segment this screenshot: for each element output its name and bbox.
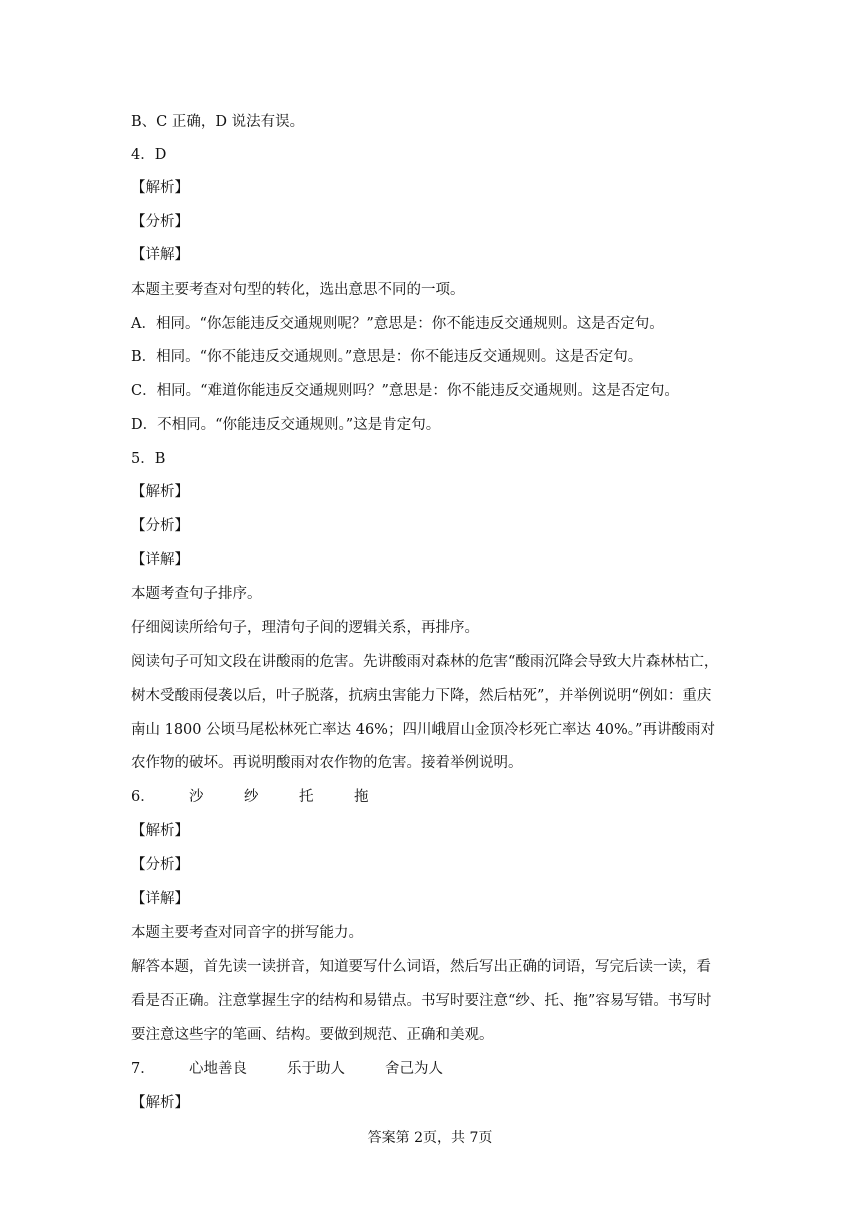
answer-blank: 沙 — [189, 789, 204, 805]
answer-row-6 — [131, 787, 731, 807]
answer-blank: 乐于助人 — [287, 1061, 345, 1077]
answer-blank: 心地善良 — [189, 1061, 247, 1077]
answer-blank: 舍己为人 — [385, 1061, 443, 1077]
text-line: 农作物的破坏。再说明酸雨对农作物的危害。接着举例说明。 — [131, 755, 523, 771]
option-a-line: A．相同。“你怎能违反交通规则呢？”意思是：你不能违反交通规则。这是否定句。 — [131, 316, 664, 332]
section-xiangjie: 【详解】 — [131, 552, 189, 568]
option-b-line: B．相同。“你不能违反交通规则。”意思是：你不能违反交通规则。这是否定句。 — [131, 349, 643, 365]
answer-blank: 纱 — [244, 789, 259, 805]
section-xiangjie: 【详解】 — [131, 891, 189, 907]
option-d-line: D．不相同。“你能违反交通规则。”这是肯定句。 — [131, 417, 441, 433]
text-line: 看是否正确。注意掌握生字的结构和易错点。书写时要注意“纱、托、拖”容易写错。书写时 — [131, 993, 712, 1009]
text-line: 仔细阅读所给句子，理清句子间的逻辑关系，再排序。 — [131, 620, 479, 636]
text-line: 本题考查句子排序。 — [131, 586, 262, 602]
text-line: 树木受酸雨侵袭以后，叶子脱落，抗病虫害能力下降，然后枯死”，并举例说明“例如：重庆 — [131, 688, 712, 704]
page-footer: 答案第 2页，共 7页 — [367, 1130, 493, 1146]
section-xiangjie: 【详解】 — [131, 247, 189, 263]
answer-blank: 拖 — [354, 789, 369, 805]
text-line: B、C 正确，D 说法有误。 — [131, 114, 305, 130]
section-jiexi: 【解析】 — [131, 180, 189, 196]
answer-blank: 托 — [299, 789, 314, 805]
text-line: 本题主要考查对句型的转化，选出意思不同的一项。 — [131, 282, 465, 298]
answer-row-7 — [131, 1059, 731, 1079]
text-line: 本题主要考查对同音字的拼写能力。 — [131, 925, 363, 941]
section-jiexi: 【解析】 — [131, 1095, 189, 1111]
text-line: 解答本题，首先读一读拼音，知道要写什么词语，然后写出正确的词语，写完后读一读，看 — [131, 959, 711, 975]
answer-number-6: 6． — [131, 789, 155, 805]
answer-number-4: 4．D — [131, 147, 167, 163]
text-line: 要注意这些字的笔画、结构。要做到规范、正确和美观。 — [131, 1027, 494, 1043]
text-line: 阅读句子可知文段在讲酸雨的危害。先讲酸雨对森林的危害“酸雨沉降会导致大片森林枯亡， — [131, 654, 719, 670]
answer-number-7: 7． — [131, 1061, 155, 1077]
option-c-line: C．相同。“难道你能违反交通规则吗？”意思是：你不能违反交通规则。这是否定句。 — [131, 383, 679, 399]
section-jiexi: 【解析】 — [131, 823, 189, 839]
text-line: 南山 1800 公顷马尾松林死亡率达 46%；四川峨眉山金顶冷杉死亡率达 40%。”再讲酸雨对 — [131, 722, 715, 738]
section-fenxi: 【分析】 — [131, 518, 189, 534]
section-fenxi: 【分析】 — [131, 214, 189, 230]
section-jiexi: 【解析】 — [131, 484, 189, 500]
answer-number-5: 5．B — [131, 451, 166, 467]
section-fenxi: 【分析】 — [131, 857, 189, 873]
